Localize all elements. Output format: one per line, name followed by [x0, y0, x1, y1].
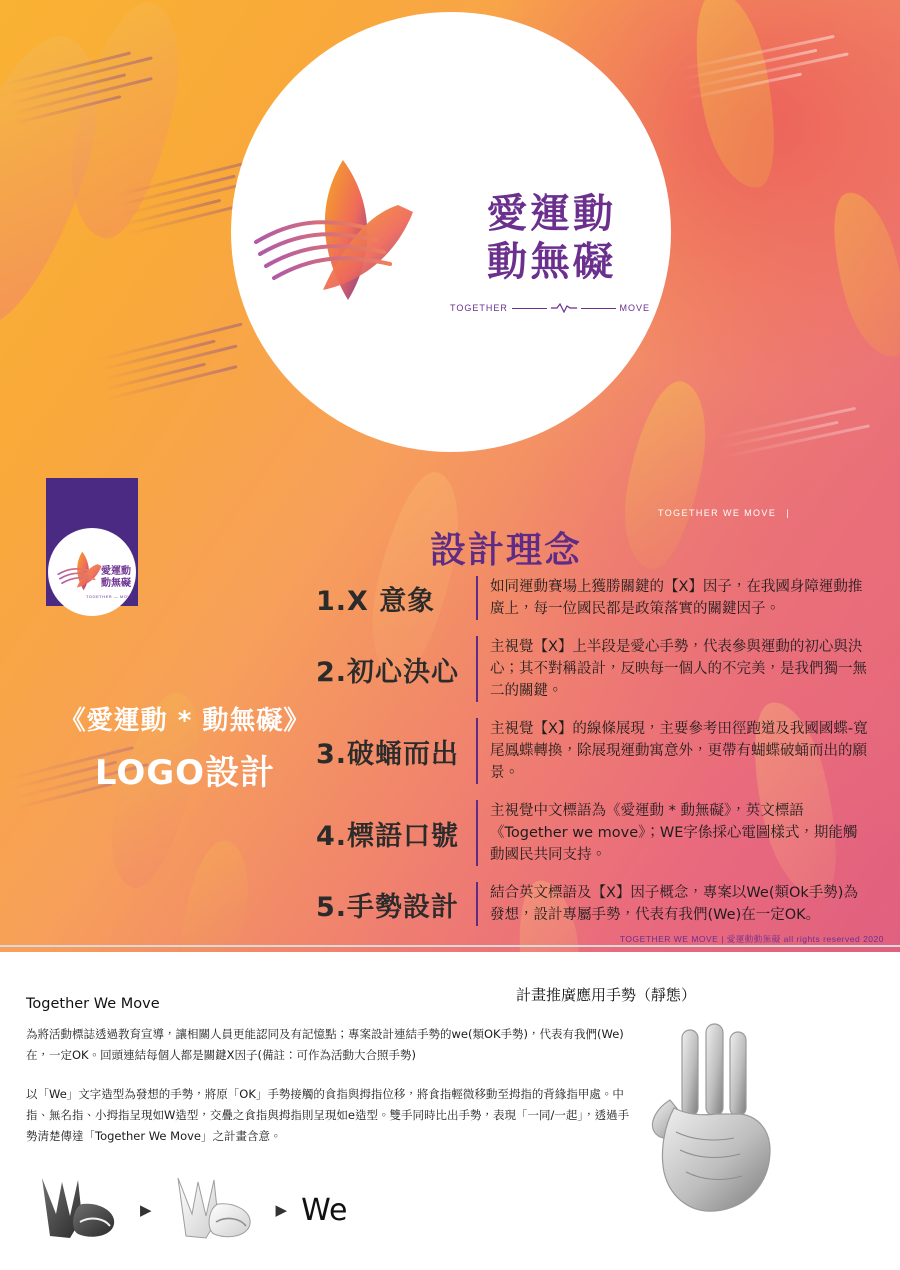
- concept-divider: [476, 576, 478, 620]
- decorative-blob: [818, 185, 900, 365]
- concept-number: 4.標語口號: [316, 820, 460, 852]
- together-we-move-heading: Together We Move: [26, 996, 160, 1012]
- logo-tagline-left: TOGETHER: [450, 303, 508, 313]
- x-logo-icon: [248, 150, 458, 310]
- hand-w-gesture-light-icon: [166, 1174, 262, 1246]
- decorative-blob: [175, 837, 255, 952]
- gesture-paragraph-2: 以「We」文字造型為發想的手勢，將原「OK」手勢接觸的食指與拇指位移，將食指輕微移動至拇指的背緣指甲處。中指、無名指、小拇指呈現如W造型，交疊之食指與拇指則呈現如e造型。雙手同時比出手勢，表現「一同/一起」，透過手勢清楚傳達「Together We Move」之計畫含意。: [26, 1087, 630, 1143]
- we-gesture-sequence: [30, 1174, 347, 1246]
- sequence-arrow-2: ▶: [275, 1202, 288, 1219]
- poster-tagline-small-text: TOGETHER WE MOVE: [658, 508, 777, 518]
- poster-tagline-small: [658, 508, 790, 518]
- hand-gesture-photo: [630, 1022, 810, 1222]
- poster-footer-copyright: TOGETHER WE MOVE | 愛運動動無礙 all rights reserved 2020: [619, 934, 884, 944]
- logo-chinese-title: [487, 190, 616, 286]
- slogan-line1: 《愛運動 * 動無礙》: [59, 706, 311, 736]
- concept-divider: [476, 636, 478, 702]
- concept-item: [316, 576, 876, 620]
- we-result-word: We: [301, 1192, 348, 1228]
- logo-tagline: [450, 303, 650, 313]
- gesture-paragraph-1: 為將活動標誌透過教育宣導，讓相關人員更能認同及有記憶點；專案設計連結手勢的we(類OK手勢)，代表有我們(We)在，一定OK。回頭連結每個人都是關鍵X因子(備註：可作為活動大合照手勢): [26, 1027, 624, 1062]
- concept-text: 主視覺【X】上半段是愛心手勢，代表參與運動的初心與決心；其不對稱設計，反映每一個人的不完美，是我們獨一無二的關鍵。: [490, 639, 867, 699]
- gesture-panel: [0, 952, 900, 1270]
- concept-text: 結合英文標語及【X】因子概念，專案以We(類Ok手勢)為發想，設計專屬手勢，代表有我們(We)在一定OK。: [490, 885, 858, 923]
- concept-text: 主視覺中文標語為《愛運動 * 動無礙》，英文標語《Together we move》；WE字係採心電圖樣式，期能觸動國民共同支持。: [490, 803, 858, 863]
- concept-number: 3.破蛹而出: [316, 738, 460, 770]
- logo-chinese-line2: 動無礙: [487, 239, 616, 285]
- design-concept-title: 設計理念: [430, 530, 583, 571]
- slogan-line2: LOGO設計: [94, 753, 276, 793]
- decorative-streaks: [719, 405, 872, 466]
- concept-divider: [476, 882, 478, 926]
- concept-item: [316, 800, 876, 866]
- gesture-panel-title: 計畫推廣應用手勢（靜態）: [516, 986, 697, 1004]
- concept-divider: [476, 718, 478, 784]
- heartbeat-icon: [551, 303, 577, 313]
- poster-slogan: [20, 700, 350, 794]
- concept-number: 1.X 意象: [316, 585, 436, 617]
- logo-tagline-right: MOVE: [619, 303, 651, 313]
- logo-tagline-rule-left: [512, 308, 547, 309]
- mini-logo-line1: 愛運動: [101, 566, 131, 577]
- mini-logo-label: [101, 566, 131, 590]
- design-concept-list: [316, 576, 876, 942]
- decorative-streaks: [96, 323, 254, 408]
- concept-text: 如同運動賽場上獲勝關鍵的【X】因子，在我國身障運動推廣上，每一位國民都是政策落實的關鍵因子。: [490, 579, 863, 617]
- logo-tagline-rule-right: [581, 308, 616, 309]
- mini-logo-line2: 動無礙: [101, 578, 131, 589]
- concept-item: [316, 718, 876, 784]
- panel-divider: [0, 945, 900, 947]
- concept-divider: [476, 800, 478, 866]
- concept-number: 2.初心決心: [316, 656, 460, 688]
- concept-number: 5.手勢設計: [316, 891, 460, 923]
- concept-text: 主視覺【X】的線條展現，主要參考田徑跑道及我國國蝶-寬尾鳳蝶轉換，除展現運動寓意外，更帶有蝴蝶破蛹而出的願景。: [490, 721, 868, 781]
- hand-w-gesture-dark-icon: [30, 1174, 126, 1246]
- sequence-arrow-1: ▶: [140, 1202, 152, 1219]
- mini-logo-sub: TOGETHER — MOVE: [86, 594, 134, 599]
- concept-item: [316, 636, 876, 702]
- decorative-blob: [614, 375, 716, 574]
- logo-chinese-line1: 愛運動: [487, 191, 616, 237]
- concept-item: [316, 882, 876, 926]
- tagline-bar: |: [786, 508, 790, 518]
